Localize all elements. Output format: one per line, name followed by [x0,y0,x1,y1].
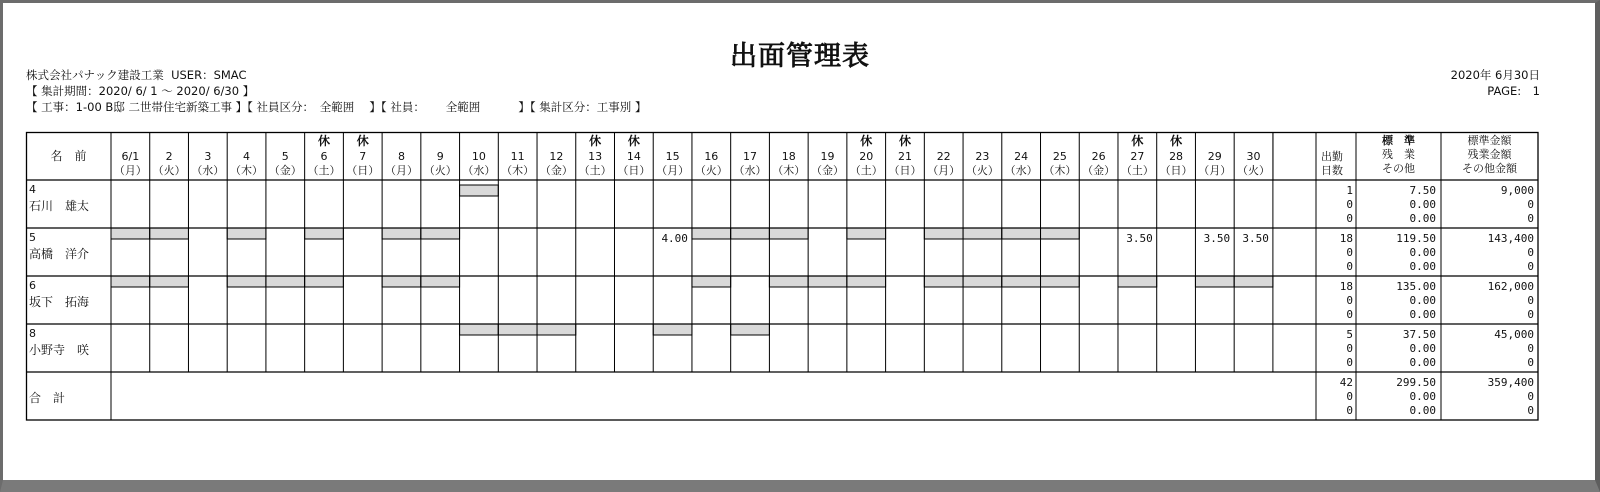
hours-value: 0.00 [1409,356,1436,369]
attendance-mark [963,228,1002,239]
hours-value: 0.00 [1409,246,1436,259]
attendance-mark [731,228,770,239]
hours-header: 残 業 [1382,148,1415,161]
day-number: 15 [665,150,680,163]
amount-value: 0 [1527,246,1534,259]
attendance-mark [382,276,421,287]
attendance-mark [1041,276,1080,287]
day-number: 29 [1207,150,1222,163]
amount-value: 9,000 [1500,184,1534,197]
days-value: 1 [1346,184,1353,197]
attendance-mark [421,276,460,287]
day-number: 16 [704,150,719,163]
attendance-mark [808,276,847,287]
employee-name: 高橋 洋介 [29,247,90,261]
day-number: 28 [1169,150,1184,163]
amount-value: 0 [1527,342,1534,355]
day-number: 27 [1130,150,1145,163]
weekday-label: （月） [113,164,147,177]
weekday-label: （土） [1120,164,1154,177]
weekday-label: （金） [268,164,302,177]
attendance-mark [460,185,499,196]
day-number: 8 [397,150,405,163]
attendance-mark [1195,276,1234,287]
amount-value: 0 [1527,404,1534,417]
weekday-label: （火） [423,164,457,177]
day-number: 13 [588,150,603,163]
overtime-hours: 3.50 [1203,232,1231,245]
filter-line: 【 工事：1-00 B邸 二世帯住宅新築工事 】【 社員区分： 全範囲 】【 社員： 全範囲 】【 集計区分：工事別 】 [26,100,647,114]
attendance-mark [150,276,189,287]
overtime-hours: 3.50 [1126,232,1153,245]
amount-value: 0 [1527,212,1534,225]
day-number: 19 [820,150,835,163]
attendance-mark [421,228,460,239]
attendance-mark [150,228,189,239]
day-number: 12 [549,150,564,163]
amounts-header: その他金額 [1462,162,1517,175]
days-value: 5 [1346,328,1353,341]
day-number: 2 [165,150,173,163]
days-value: 0 [1346,198,1353,211]
company-name: 株式会社パナック建設工業 [26,68,164,82]
weekday-label: （日） [346,164,380,177]
attendance-table [26,132,1570,432]
attendance-mark [498,324,537,335]
employee-name: 坂下 拓海 [29,295,90,309]
amount-value: 162,000 [1487,280,1534,293]
hours-value: 0.00 [1409,212,1436,225]
employee-name: 石川 雄太 [29,199,90,213]
days-value: 18 [1339,280,1353,293]
hours-value: 299.50 [1396,376,1436,389]
weekday-label: （月） [927,164,961,177]
weekday-label: （火） [965,164,999,177]
hours-value: 0.00 [1409,294,1436,307]
attendance-mark [1002,228,1041,239]
holiday-mark: 休 [860,134,873,148]
weekday-label: （月） [1198,164,1232,177]
holiday-mark: 休 [898,134,911,148]
hours-value: 0.00 [1409,308,1436,321]
attendance-mark [227,276,266,287]
hours-header: その他 [1382,162,1415,175]
attendance-mark [305,276,344,287]
period-line: 【 集計期間：2020/ 6/ 1 ～ 2020/ 6/30 】 [26,84,255,98]
days-value: 18 [1339,232,1353,245]
amount-value: 0 [1527,260,1534,273]
day-number: 7 [359,150,367,163]
days-value: 0 [1346,246,1353,259]
day-number: 26 [1091,150,1106,163]
attendance-mark [382,228,421,239]
weekday-label: （火） [152,164,186,177]
holiday-mark: 休 [627,134,640,148]
hours-value: 0.00 [1409,260,1436,273]
holiday-mark: 休 [356,134,369,148]
amount-value: 0 [1527,198,1534,211]
hours-value: 0.00 [1409,198,1436,211]
days-value: 0 [1346,342,1353,355]
day-number: 4 [243,150,251,163]
day-number: 17 [743,150,758,163]
days-header: 日数 [1321,164,1343,177]
weekday-label: （木） [230,164,264,177]
attendance-mark [1234,276,1273,287]
day-number: 14 [626,150,641,163]
report-title: 出面管理表 [730,41,870,72]
holiday-mark: 休 [1170,134,1183,148]
weekday-label: （月） [384,164,418,177]
day-number: 23 [975,150,990,163]
amount-value: 45,000 [1494,328,1534,341]
employee-id: 5 [29,231,36,244]
attendance-mark [305,228,344,239]
amounts-header: 残業金額 [1467,148,1512,161]
attendance-mark [924,228,963,239]
weekday-label: （日） [617,164,651,177]
total-label: 合 計 [29,391,66,405]
day-number: 24 [1014,150,1029,163]
weekday-label: （日） [888,164,922,177]
attendance-mark [692,276,731,287]
day-number: 20 [859,150,874,163]
day-number: 25 [1052,150,1067,163]
attendance-mark [537,324,576,335]
holiday-mark: 休 [589,134,602,148]
user-label: USER：SMAC [171,68,247,82]
attendance-mark [266,276,305,287]
weekday-label: （金） [1082,164,1116,177]
weekday-label: （月） [656,164,690,177]
amount-value: 0 [1527,390,1534,403]
attendance-mark [769,276,808,287]
holiday-mark: 休 [1131,134,1144,148]
weekday-label: （土） [849,164,883,177]
days-value: 42 [1339,376,1353,389]
holiday-mark: 休 [318,134,331,148]
days-value: 0 [1346,294,1353,307]
weekday-label: （水） [191,164,225,177]
hours-value: 119.50 [1396,232,1436,245]
days-value: 0 [1346,390,1353,403]
weekday-label: （金） [539,164,573,177]
report-date: 2020年 6月30日 [1450,68,1540,82]
day-number: 3 [204,150,212,163]
weekday-label: （木） [501,164,535,177]
attendance-mark [460,324,499,335]
attendance-mark [847,228,886,239]
overtime-hours: 4.00 [661,232,688,245]
amount-value: 143,400 [1487,232,1534,245]
page-number: PAGE: 1 [1487,84,1540,98]
days-header: 出勤 [1321,150,1343,163]
employee-id: 6 [29,279,36,292]
attendance-mark [1002,276,1041,287]
day-number: 21 [897,150,912,163]
amount-value: 0 [1527,294,1534,307]
hours-value: 7.50 [1409,184,1436,197]
hours-value: 37.50 [1402,328,1436,341]
hours-value: 0.00 [1409,404,1436,417]
days-value: 0 [1346,404,1353,417]
weekday-label: （水） [462,164,496,177]
days-value: 0 [1346,356,1353,369]
attendance-mark [924,276,963,287]
weekday-label: （日） [1159,164,1193,177]
attendance-mark [847,276,886,287]
hours-value: 0.00 [1409,390,1436,403]
weekday-label: （金） [811,164,845,177]
day-number: 9 [436,150,444,163]
hours-value: 135.00 [1396,280,1436,293]
attendance-mark [1041,228,1080,239]
attendance-mark [653,324,692,335]
attendance-mark [731,324,770,335]
weekday-label: （火） [1237,164,1271,177]
hours-header: 標 準 [1382,134,1415,147]
day-number: 5 [281,150,289,163]
day-number: 6/1 [121,150,140,163]
weekday-label: （土） [307,164,341,177]
overtime-hours: 3.50 [1242,232,1269,245]
employee-id: 8 [29,327,36,340]
days-value: 0 [1346,212,1353,225]
attendance-mark [769,228,808,239]
weekday-label: （水） [733,164,767,177]
attendance-mark [111,228,150,239]
day-number: 18 [781,150,796,163]
company-line [26,68,246,82]
weekday-label: （水） [1004,164,1038,177]
weekday-label: （木） [1043,164,1077,177]
weekday-label: （木） [772,164,806,177]
attendance-mark [111,276,150,287]
attendance-mark [963,276,1002,287]
day-number: 11 [510,150,525,163]
name-header: 名 前 [50,149,87,163]
day-number: 6 [320,150,328,163]
amounts-header: 標準金額 [1467,134,1512,147]
days-value: 0 [1346,260,1353,273]
employee-id: 4 [29,183,36,196]
day-number: 10 [471,150,486,163]
amount-value: 359,400 [1487,376,1534,389]
days-value: 0 [1346,308,1353,321]
day-number: 30 [1246,150,1261,163]
attendance-mark [692,228,731,239]
attendance-mark [227,228,266,239]
attendance-mark [1118,276,1157,287]
weekday-label: （火） [694,164,728,177]
amount-value: 0 [1527,308,1534,321]
day-number: 22 [936,150,951,163]
employee-name: 小野寺 咲 [29,343,90,357]
weekday-label: （土） [578,164,612,177]
hours-value: 0.00 [1409,342,1436,355]
amount-value: 0 [1527,356,1534,369]
